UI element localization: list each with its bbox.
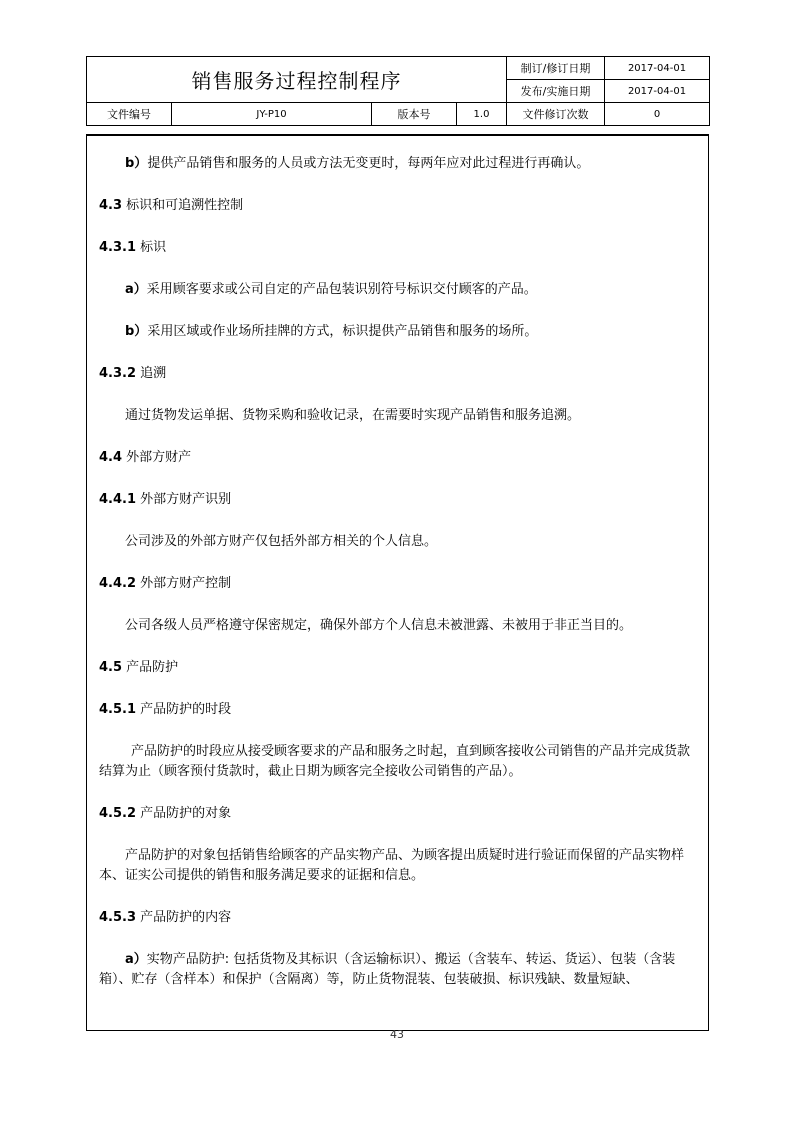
version-value: 1.0 (457, 103, 507, 126)
revision-date-label: 制订/修订日期 (507, 57, 605, 80)
document-header-table (86, 56, 710, 126)
section-heading: 4.5.2 产品防护的对象 (99, 806, 232, 821)
document-body-frame (86, 134, 709, 1031)
paragraph: 产品防护的时段应从接受顾客要求的产品和服务之时起，直到顾客接收公司销售的产品并完成货款结算为止（顾客预付货款时，截止日期为顾客完全接收公司销售的产品）。 (99, 744, 691, 779)
paragraph: 公司各级人员严格遵守保密规定，确保外部方个人信息未被泄露、未被用于非正当目的。 (125, 618, 633, 633)
section-heading: 4.5.3 产品防护的内容 (99, 910, 232, 925)
paragraph: 产品防护的对象包括销售给顾客的产品实物产品、为顾客提出质疑时进行验证而保留的产品实物样本、证实公司提供的销售和服务满足要求的证据和信息。 (99, 848, 685, 883)
version-label: 版本号 (372, 103, 457, 126)
release-date-value: 2017-04-01 (605, 80, 710, 103)
paragraph: a）实物产品防护: 包括货物及其标识（含运输标识）、搬运（含装车、转运、货运）、包装（含装箱）、贮存（含样本）和保护（含隔离）等，防止货物混装、包装破损、标识残缺、数量短缺、 (99, 952, 676, 987)
paragraph: a）采用顾客要求或公司自定的产品包装识别符号标识交付顾客的产品。 (125, 282, 537, 297)
revision-count-value: 0 (605, 103, 710, 126)
section-heading: 4.5 产品防护 (99, 660, 179, 675)
paragraph: 公司涉及的外部方财产仅包括外部方相关的个人信息。 (125, 534, 438, 549)
paragraph: b）提供产品销售和服务的人员或方法无变更时，每两年应对此过程进行再确认。 (125, 156, 590, 171)
file-number-label: 文件编号 (87, 103, 172, 126)
section-heading: 4.4 外部方财产 (99, 450, 192, 465)
paragraph: 通过货物发运单据、货物采购和验收记录，在需要时实现产品销售和服务追溯。 (125, 408, 581, 423)
release-date-label: 发布/实施日期 (507, 80, 605, 103)
page-number: 43 (390, 1028, 404, 1041)
section-heading: 4.3.1 标识 (99, 240, 167, 255)
document-content (99, 154, 697, 1012)
file-number-value: JY-P10 (172, 103, 372, 126)
document-title: 销售服务过程控制程序 (87, 57, 507, 103)
revision-date-value: 2017-04-01 (605, 57, 710, 80)
section-heading: 4.3.2 追溯 (99, 366, 167, 381)
paragraph: b）采用区域或作业场所挂牌的方式，标识提供产品销售和服务的场所。 (125, 324, 538, 339)
section-heading: 4.3 标识和可追溯性控制 (99, 198, 244, 213)
section-heading: 4.5.1 产品防护的时段 (99, 702, 232, 717)
section-heading: 4.4.1 外部方财产识别 (99, 492, 232, 507)
section-heading: 4.4.2 外部方财产控制 (99, 576, 232, 591)
revision-count-label: 文件修订次数 (507, 103, 605, 126)
